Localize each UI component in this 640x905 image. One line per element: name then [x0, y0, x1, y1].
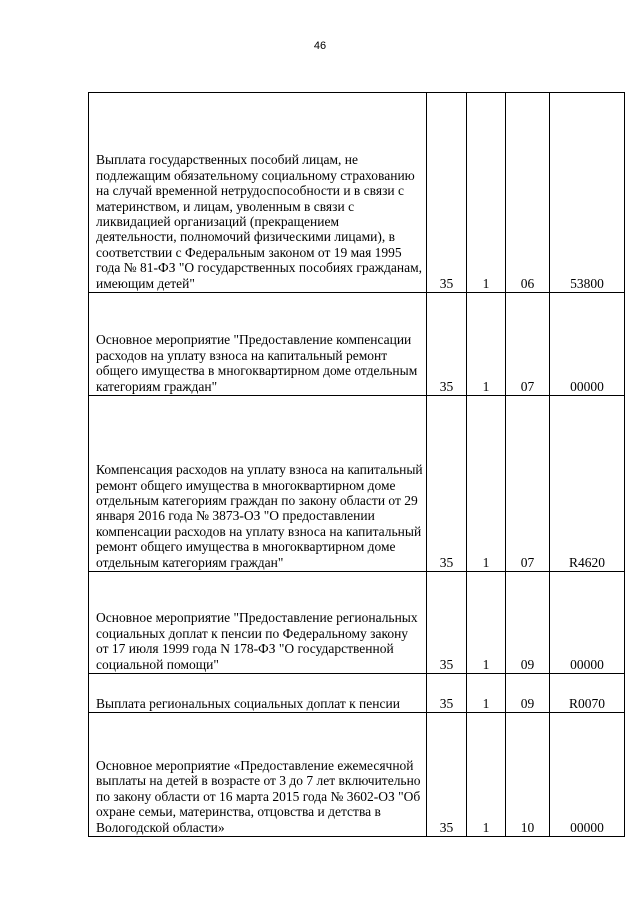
event-code: 09	[506, 572, 550, 674]
direction-code: 53800	[550, 93, 625, 293]
row-name: Выплата региональных социальных доплат к пенсии	[89, 674, 427, 713]
page-number: 46	[313, 40, 327, 52]
row-name: Основное мероприятие "Предоставление компенсации расходов на уплату взноса на капитальный ремонт общего имущества в многоквартирном доме отдельным категориям граждан"	[89, 293, 427, 396]
event-code: 06	[506, 93, 550, 293]
budget-classification-table	[88, 92, 625, 837]
table-row	[89, 93, 625, 293]
program-code: 35	[427, 572, 467, 674]
program-code: 35	[427, 713, 467, 837]
subprogram-code: 1	[467, 93, 506, 293]
row-name: Выплата государственных пособий лицам, не подлежащим обязательному социальному страхованию на случай временной нетрудоспособности и в связи с материнством, и лицам, уволенным в связи с ликвидацией организаций (прекращением деятельности, полномочий физическими лицами), в соответствии с Федеральным законом от 19 мая 1995 года № 81-ФЗ "О государственных пособиях гражданам, имеющим детей"	[89, 93, 427, 293]
program-code: 35	[427, 293, 467, 396]
row-name: Основное мероприятие «Предоставление ежемесячной выплаты на детей в возрасте от 3 до 7 лет включительно по закону области от 16 марта 2015 года № 3602-ОЗ "Об охране семьи, материнства, отцовства и детства в Вологодской области»	[89, 713, 427, 837]
direction-code: R4620	[550, 396, 625, 572]
event-code: 07	[506, 293, 550, 396]
event-code: 09	[506, 674, 550, 713]
direction-code: 00000	[550, 293, 625, 396]
row-name: Компенсация расходов на уплату взноса на капитальный ремонт общего имущества в многоквартирном доме отдельным категориям граждан по закону области от 29 января 2016 года № 3873-ОЗ "О предоставлении компенсации расходов на уплату взноса на капитальный ремонт общего имущества в многоквартирном доме отдельным категориям граждан"	[89, 396, 427, 572]
subprogram-code: 1	[467, 396, 506, 572]
program-code: 35	[427, 674, 467, 713]
subprogram-code: 1	[467, 572, 506, 674]
event-code: 10	[506, 713, 550, 837]
direction-code: 00000	[550, 713, 625, 837]
program-code: 35	[427, 93, 467, 293]
table-row	[89, 674, 625, 713]
table-row	[89, 396, 625, 572]
subprogram-code: 1	[467, 713, 506, 837]
table-row	[89, 572, 625, 674]
subprogram-code: 1	[467, 674, 506, 713]
table-row	[89, 713, 625, 837]
program-code: 35	[427, 396, 467, 572]
event-code: 07	[506, 396, 550, 572]
subprogram-code: 1	[467, 293, 506, 396]
table-row	[89, 293, 625, 396]
direction-code: R0070	[550, 674, 625, 713]
direction-code: 00000	[550, 572, 625, 674]
row-name: Основное мероприятие "Предоставление региональных социальных доплат к пенсии по Федеральному закону от 17 июля 1999 года N 178-ФЗ "О государственной социальной помощи"	[89, 572, 427, 674]
